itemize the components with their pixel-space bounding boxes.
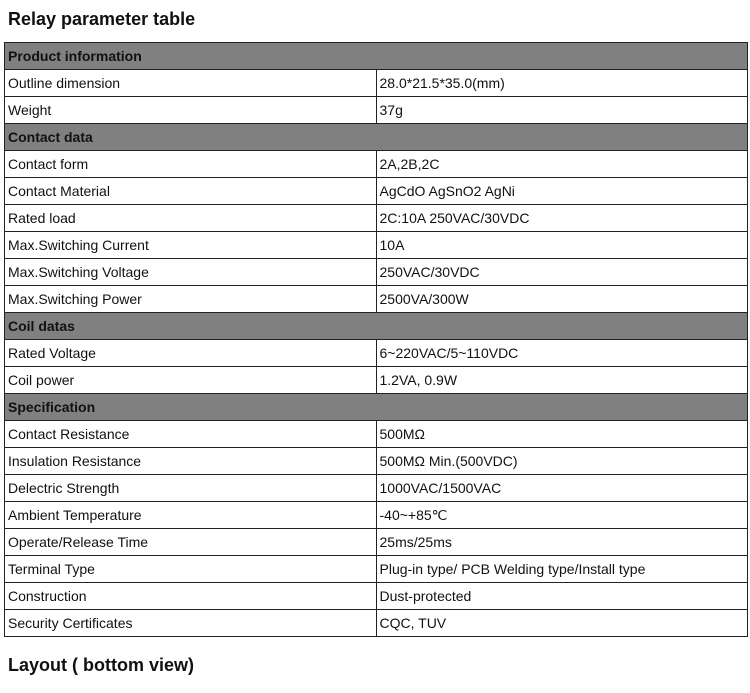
table-row: [5, 367, 748, 394]
parameter-label: Operate/Release Time: [5, 529, 377, 556]
section-header-row: [5, 394, 748, 421]
layout-heading: Layout ( bottom view): [8, 655, 194, 675]
parameter-label: Delectric Strength: [5, 475, 377, 502]
parameter-value: 6~220VAC/5~110VDC: [376, 340, 748, 367]
table-row: [5, 232, 748, 259]
parameter-label: Insulation Resistance: [5, 448, 377, 475]
parameter-label: Max.Switching Voltage: [5, 259, 377, 286]
parameter-value: 1000VAC/1500VAC: [376, 475, 748, 502]
parameter-value: 28.0*21.5*35.0(mm): [376, 70, 748, 97]
table-row: [5, 475, 748, 502]
table-row: [5, 178, 748, 205]
table-row: [5, 151, 748, 178]
parameter-label: Contact form: [5, 151, 377, 178]
parameter-value: -40~+85℃: [376, 502, 748, 529]
relay-parameter-table: [4, 42, 748, 637]
section-header-row: [5, 313, 748, 340]
table-row: [5, 70, 748, 97]
parameter-label: Max.Switching Current: [5, 232, 377, 259]
parameter-label: Terminal Type: [5, 556, 377, 583]
page-title: Relay parameter table: [8, 9, 196, 29]
parameter-value: 500MΩ: [376, 421, 748, 448]
section-header-row: [5, 124, 748, 151]
parameter-label: Contact Material: [5, 178, 377, 205]
section-heading: Specification: [5, 394, 748, 421]
parameter-value: 10A: [376, 232, 748, 259]
parameter-value: 1.2VA, 0.9W: [376, 367, 748, 394]
parameter-value: AgCdO AgSnO2 AgNi: [376, 178, 748, 205]
parameter-value: 37g: [376, 97, 748, 124]
parameter-label: Security Certificates: [5, 610, 377, 637]
parameter-value: 25ms/25ms: [376, 529, 748, 556]
parameter-label: Rated Voltage: [5, 340, 377, 367]
section-header-row: [5, 43, 748, 70]
parameter-label: Weight: [5, 97, 377, 124]
table-row: [5, 205, 748, 232]
parameter-label: Outline dimension: [5, 70, 377, 97]
section-heading: Contact data: [5, 124, 748, 151]
table-row: [5, 286, 748, 313]
parameter-label: Ambient Temperature: [5, 502, 377, 529]
parameter-value: 2C:10A 250VAC/30VDC: [376, 205, 748, 232]
section-heading: Product information: [5, 43, 748, 70]
table-body: [5, 43, 748, 637]
parameter-label: Max.Switching Power: [5, 286, 377, 313]
table-row: [5, 556, 748, 583]
parameter-label: Contact Resistance: [5, 421, 377, 448]
parameter-value: 250VAC/30VDC: [376, 259, 748, 286]
table-row: [5, 421, 748, 448]
parameter-label: Construction: [5, 583, 377, 610]
parameter-label: Coil power: [5, 367, 377, 394]
parameter-value: 2A,2B,2C: [376, 151, 748, 178]
table-row: [5, 340, 748, 367]
table-row: [5, 448, 748, 475]
table-row: [5, 610, 748, 637]
parameter-value: 2500VA/300W: [376, 286, 748, 313]
table-row: [5, 583, 748, 610]
table-row: [5, 529, 748, 556]
parameter-value: 500MΩ Min.(500VDC): [376, 448, 748, 475]
parameter-value: Plug-in type/ PCB Welding type/Install type: [376, 556, 748, 583]
parameter-value: CQC, TUV: [376, 610, 748, 637]
section-heading: Coil datas: [5, 313, 748, 340]
table-row: [5, 502, 748, 529]
parameter-value: Dust-protected: [376, 583, 748, 610]
parameter-label: Rated load: [5, 205, 377, 232]
table-row: [5, 259, 748, 286]
table-row: [5, 97, 748, 124]
